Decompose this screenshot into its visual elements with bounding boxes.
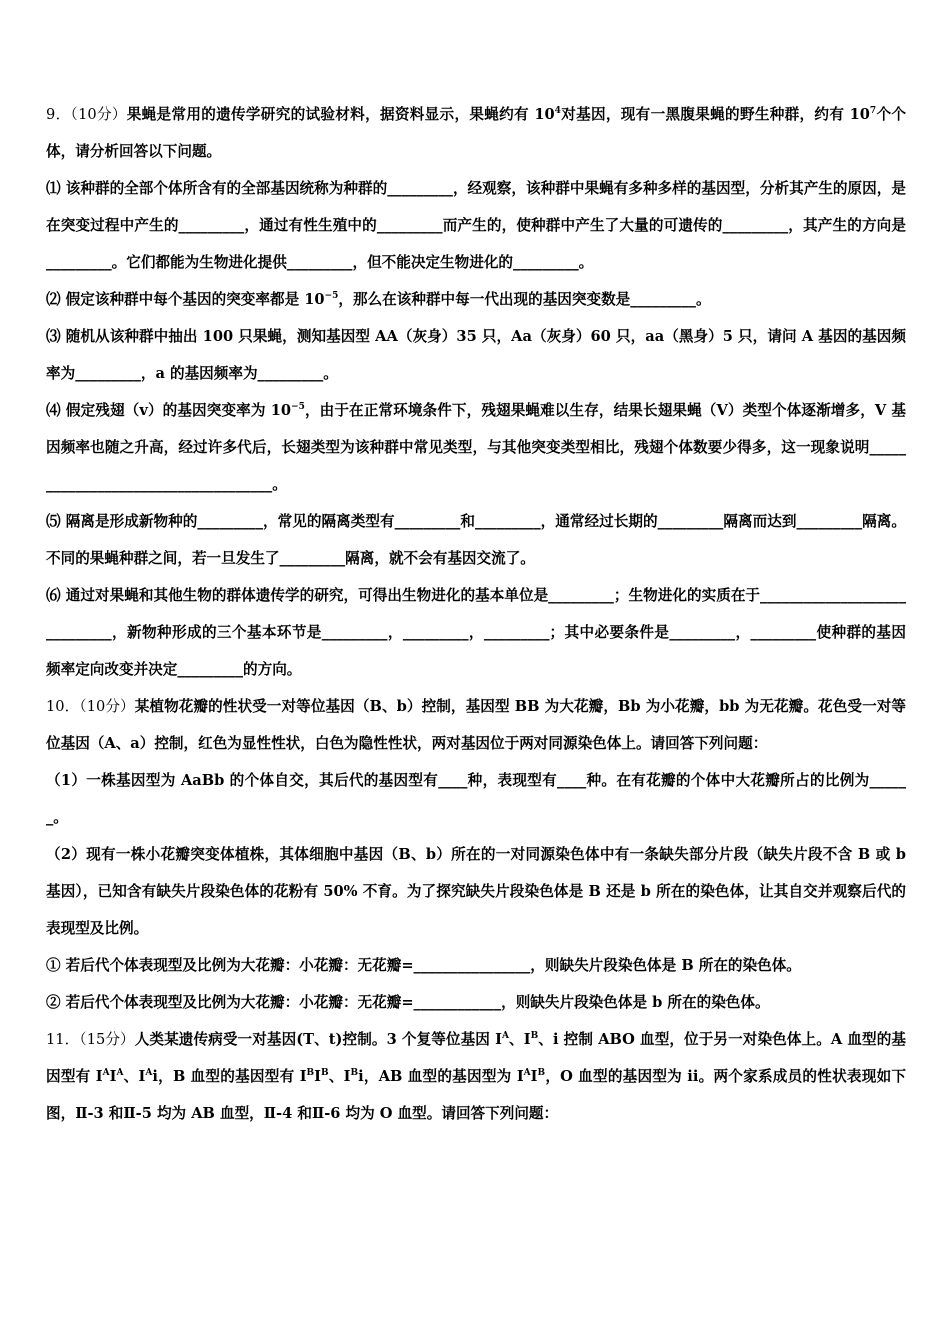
q9-part5: ⑸ 隔离是形成新物种的_________，常见的隔离类型有_________和_________，通常经过长期的_________隔离而达到_________隔离。不同的果蝇种群之间，若一旦发生了_________隔离，就不会有基因交流了。 — [46, 513, 906, 567]
q10-part3: ① 若后代个体表现型及比例为大花瓣：小花瓣：无花瓣=________________，则缺失片段染色体是 B 所在的染色体。 — [46, 957, 801, 974]
q9-part6: ⑹ 通过对果蝇和其他生物的群体遗传学的研究，可得出生物进化的基本单位是_________；生物进化的实质在于_____________________________，新物种形成的三个基本环节是_________，_________，_________；其中必要条件是_________，_________使种群的基因频率定向改变并决定_________的方向。 — [46, 587, 906, 678]
q10-number: 10．（10分） — [46, 698, 135, 715]
q9-part3: ⑶ 随机从该种群中抽出 100 只果蝇，测知基因型 AA（灰身）35 只，Aa（灰身）60 只，aa（黑身）5 只，请问 A 基因的基因频率为_________，a 的基因频率为_________。 — [46, 328, 906, 382]
q9-part1: ⑴ 该种群的全部个体所含有的全部基因统称为种群的_________，经观察，该种群中果蝇有多种多样的基因型，分析其产生的原因，是在突变过程中产生的_________，通过有性生殖中的_________而产生的，使种群中产生了大量的可遗传的_________，其产生的方向是_________。它们都能为生物进化提供_________，但不能决定生物进化的_________。 — [46, 180, 906, 271]
q11-intro: 11．（15分）人类某遗传病受一对基因(T、t)控制。3 个复等位基因 $I^A$、$I^B$、i 控制 ABO 血型，位于另一对染色体上。A 血型的基因型有 $I^AI^A$、$I^Ai$，B 血型的基因型有 $I^BI^B$、$I^Bi$，AB 血型的基因型为 $I^AI^B$，O 血型的基因型为 ii。两个家系成员的性状表现如下图，Ⅱ-3 和Ⅱ-5 均为 AB 血型，Ⅱ-4 和Ⅱ-6 均为 O 血型。请回答下列问题： — [46, 1031, 907, 1122]
document-page — [46, 96, 906, 1132]
q9-number: 9．（10分） — [46, 106, 127, 123]
q10-intro: 10．（10分）某植物花瓣的性状受一对等位基因（B、b）控制，基因型 BB 为大花瓣，Bb 为小花瓣，bb 为无花瓣。花色受一对等位基因（A、a）控制，红色为显性性状，白色为隐性性状，两对基因位于两对同源染色体上。请回答下列问题： — [46, 698, 907, 752]
q9-part4: ⑷ 假定残翅（v）的基因突变率为 $10^{-5}$，由于在正常环境条件下，残翅果蝇难以生存，结果长翅果蝇（V）类型个体逐渐增多，V 基因频率也随之升高，经过许多代后，长翅类型为该种群中常见类型，与其他突变类型相比，残翅个体数要少得多，这一现象说明____________________________________。 — [46, 402, 906, 493]
q10-part1: （1）一株基因型为 AaBb 的个体自交，其后代的基因型有____种，表现型有____种。在有花瓣的个体中大花瓣所占的比例为______。 — [46, 772, 906, 826]
q11-number: 11．（15分） — [46, 1031, 135, 1048]
q10-part2: （2）现有一株小花瓣突变体植株，其体细胞中基因（B、b）所在的一对同源染色体中有一条缺失部分片段（缺失片段不含 B 或 b 基因），已知含有缺失片段染色体的花粉有 50% 不育。为了探究缺失片段染色体是 B 还是 b 所在的染色体，让其自交并观察后代的表现型及比例。 — [46, 846, 906, 937]
q10-part4: ② 若后代个体表现型及比例为大花瓣：小花瓣：无花瓣=____________，则缺失片段染色体是 b 所在的染色体。 — [46, 994, 770, 1011]
q9-intro: 9．（10分）果蝇是常用的遗传学研究的试验材料，据资料显示，果蝇约有 $10^4$对基因，现有一黑腹果蝇的野生种群，约有 $10^7$个个体，请分析回答以下问题。 — [46, 106, 906, 160]
q9-part2: ⑵ 假定该种群中每个基因的突变率都是 $10^{-5}$，那么在该种群中每一代出现的基因突变数是_________。 — [46, 291, 711, 308]
